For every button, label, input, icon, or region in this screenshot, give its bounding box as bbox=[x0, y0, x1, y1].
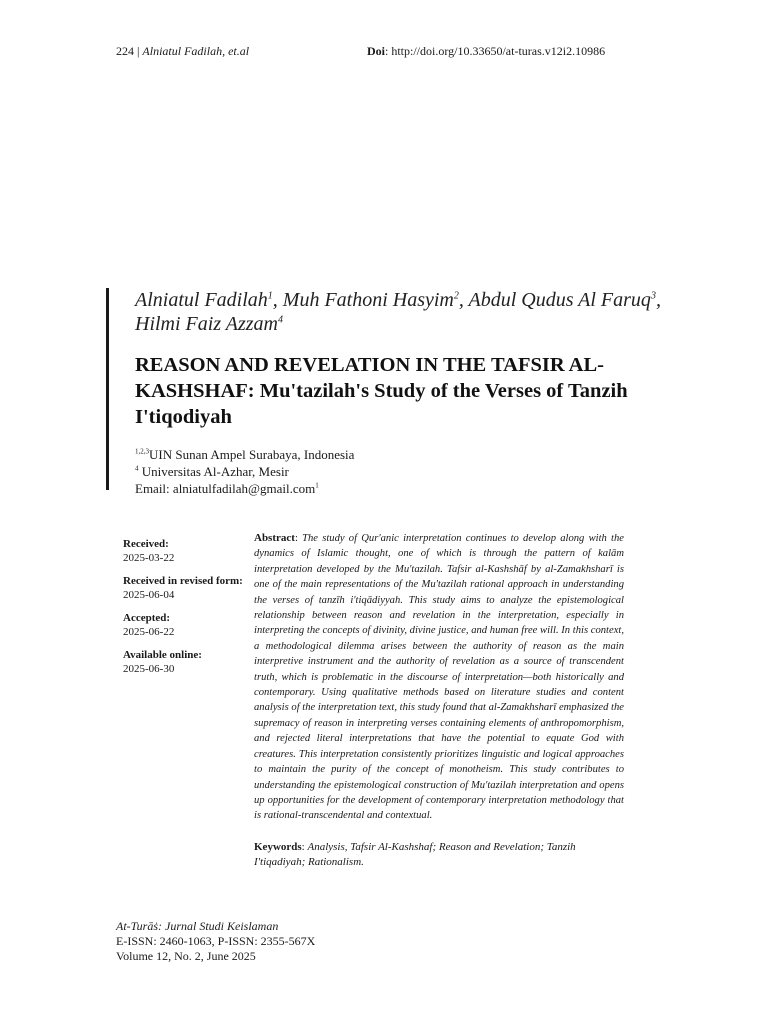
affiliation-line bbox=[135, 463, 575, 480]
history-available-online bbox=[123, 649, 243, 676]
article-title: REASON AND REVELATION IN THE TAFSIR AL-KASHSHAF: Mu'tazilah's Study of the Verses of Tanzih I'tiqodiyah bbox=[135, 354, 628, 428]
journal-name: At-Turāṡ: Jurnal Studi Keislaman bbox=[116, 919, 279, 933]
title-block-rule bbox=[106, 288, 109, 490]
abstract-text: The study of Qur'anic interpretation continues to develop along with the dynamics of Islamic thought, one of which is through the pattern of kalām interpretation developed by the Mu'tazilah. Tafsir al-Kashshāf by al-Zamakhsharī is one of the main representations of the Mu'tazilah rational approach in understanding the verses of tanzīh i'tiqādiyyah. This study aims to analyze the epistemological relationship between reason and revelation in the interpretation, especially in interpreting the concepts of divinity, divine justice, and human free will. In this context, a methodological dilemma arises between the authority of reason as the main interpretive instrument and the authority of revelation as a source of transcendent truth, which is problematic in the discourse of interpretation—both historically and contemporary. Using qualitative methods based on literature studies and content analysis of the interpretation text, this study found that al-Zamakhsharī emphasized the supremacy of reason in interpreting verses containing elements of anthropomorphism, and rejected literal interpretations that have the potential to equate God with creatures. This interpretation consistently prioritizes linguistic and logical approaches to maintain the purity of the concept of monotheism. This study contributes to understanding the epistemological construction of Mu'tazilah interpretation and opens up opportunities for the development of contemporary interpretation methodology that is rational-transcendental and contextual. bbox=[254, 533, 624, 822]
journal-issn: E-ISSN: 2460-1063, P-ISSN: 2355-567X bbox=[116, 934, 316, 948]
affiliation-marker: 4 bbox=[135, 464, 139, 473]
page-number: 224 bbox=[116, 44, 134, 58]
affiliation-text: UIN Sunan Ampel Surabaya, Indonesia bbox=[149, 447, 355, 462]
affiliation-line bbox=[135, 446, 575, 463]
running-header-doi bbox=[367, 44, 605, 59]
abstract-label: Abstract bbox=[254, 532, 295, 544]
abstract: Abstract: The study of Qur'anic interpretation continues to develop along with the dynamics of Islamic thought, one of which is through the pattern of kalām interpretation developed by the Mu'tazilah. Tafsir al-Kashshāf by al-Zamakhsharī is one of the main representations of the Mu'tazilah rational approach in understanding the verses of tanzīh i'tiqādiyyah. This study aims to analyze the epistemological relationship between reason and revelation in the interpretation, especially in interpreting the concepts of divinity, divine justice, and human free will. In this context, a methodological dilemma arises between the authority of reason as the main interpretive instrument and the authority of revelation as a source of transcendent truth, which is problematic in the discourse of interpretation—both historically and contemporary. Using qualitative methods based on literature studies and content analysis of the interpretation text, this study found that al-Zamakhsharī emphasized the supremacy of reason in interpreting verses containing elements of anthropomorphism, and rejected literal interpretations that have the potential to equate God with creatures. This interpretation consistently prioritizes linguistic and logical approaches to maintain the purity of the concept of monotheism. This study contributes to understanding the epistemological construction of Mu'tazilah interpretation and opens up opportunities for the development of contemporary interpretation methodology that is rational-transcendental and contextual. bbox=[254, 532, 624, 822]
author-affiliation-marker: 4 bbox=[277, 314, 283, 326]
running-header-left bbox=[116, 44, 249, 59]
author-separator: , bbox=[458, 289, 469, 311]
author-affiliation-marker: 3 bbox=[650, 290, 656, 302]
keywords: Keywords: Analysis, Tafsir Al-Kashshaf; Reason and Revelation; Tanzih I'tiqadiyah; Rationalism. bbox=[254, 841, 576, 868]
author-affiliation-marker: 2 bbox=[453, 290, 459, 302]
article-history bbox=[123, 538, 243, 686]
email-address[interactable]: alniatulfadilah@gmail.com bbox=[172, 481, 316, 496]
history-label: Received in revised form: bbox=[123, 575, 243, 587]
affiliation-text: Universitas Al-Azhar, Mesir bbox=[138, 464, 289, 479]
history-label: Accepted: bbox=[123, 612, 171, 624]
keywords-label: Keywords bbox=[254, 841, 302, 853]
author-separator: , bbox=[272, 289, 283, 311]
history-date: 2025-03-22 bbox=[123, 551, 175, 564]
author-separator: , bbox=[655, 289, 661, 311]
history-date: 2025-06-22 bbox=[123, 625, 175, 638]
email-marker: 1 bbox=[315, 481, 319, 490]
email-label: Email: bbox=[135, 481, 173, 496]
author-name: Muh Fathoni Hasyim bbox=[282, 289, 454, 311]
email-line bbox=[135, 480, 575, 497]
affiliation-marker: 1,2,3 bbox=[135, 447, 149, 456]
author-name: Abdul Qudus Al Faruq bbox=[468, 289, 651, 311]
history-date: 2025-06-04 bbox=[123, 588, 175, 601]
history-label: Received: bbox=[123, 538, 169, 550]
doi-label: Doi bbox=[367, 44, 385, 58]
history-date: 2025-06-30 bbox=[123, 662, 175, 675]
history-accepted bbox=[123, 612, 243, 639]
author-affiliation-marker: 1 bbox=[267, 290, 273, 302]
affiliations bbox=[135, 446, 575, 497]
author-name: Alniatul Fadilah bbox=[135, 289, 268, 311]
author-list bbox=[135, 288, 675, 336]
journal-footer bbox=[116, 919, 416, 964]
history-revised bbox=[123, 575, 243, 602]
doi-link[interactable]: : http://doi.org/10.33650/at-turas.v12i2.10986 bbox=[385, 44, 606, 58]
running-authors: Alniatul Fadilah, et.al bbox=[142, 44, 250, 58]
keywords-text: Analysis, Tafsir Al-Kashshaf; Reason and Revelation; Tanzih I'tiqadiyah; Rationalism. bbox=[254, 841, 576, 868]
history-received bbox=[123, 538, 243, 565]
author-name: Hilmi Faiz Azzam bbox=[135, 313, 278, 335]
journal-volume: Volume 12, No. 2, June 2025 bbox=[116, 949, 256, 963]
header-separator: | bbox=[137, 44, 140, 58]
history-label: Available online: bbox=[123, 649, 202, 661]
